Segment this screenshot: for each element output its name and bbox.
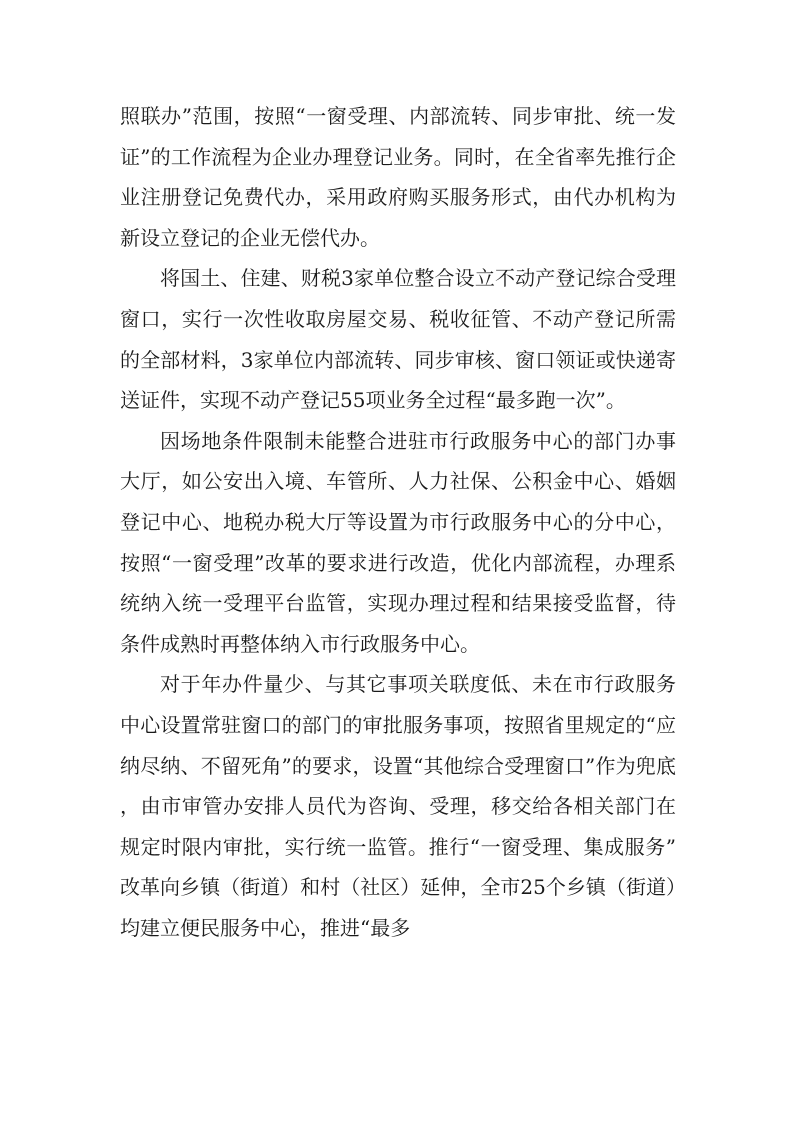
paragraph-continued: 照联办”范围，按照“一窗受理、内部流转、同步审批、统一发证”的工作流程为企业办理登记业务。同时，在全省率先推行企业注册登记免费代办，采用政府购买服务形式，由代办机构为新设立登记的企业无偿代办。	[120, 104, 676, 250]
document-page	[120, 96, 676, 948]
paragraph-sub-centers: 因场地条件限制未能整合进驻市行政服务中心的部门办事大厅，如公安出入境、车管所、人力社保、公积金中心、婚姻登记中心、地税办税大厅等设置为市行政服务中心的分中心，按照“一窗受理”改革的要求进行改造，优化内部流程，办理系统纳入统一受理平台监管，实现办理过程和结果接受监督，待条件成熟时再整体纳入市行政服务中心。	[120, 428, 676, 656]
paragraph-other-window: 对于年办件量少、与其它事项关联度低、未在市行政服务中心设置常驻窗口的部门的审批服务事项，按照省里规定的“应纳尽纳、不留死角”的要求，设置“其他综合受理窗口”作为兜底，由市审管办安排人员代为咨询、受理，移交给各相关部门在规定时限内审批，实行统一监管。推行“一窗受理、集成服务”改革向乡镇（街道）和村（社区）延伸，全市25个乡镇（街道）均建立便民服务中心，推进“最多	[120, 672, 676, 940]
paragraph-real-estate-registration: 将国土、住建、财税3家单位整合设立不动产登记综合受理窗口，实行一次性收取房屋交易、税收征管、不动产登记所需的全部材料，3家单位内部流转、同步审核、窗口领证或快递寄送证件，实现不动产登记55项业务全过程“最多跑一次”。	[120, 266, 676, 413]
